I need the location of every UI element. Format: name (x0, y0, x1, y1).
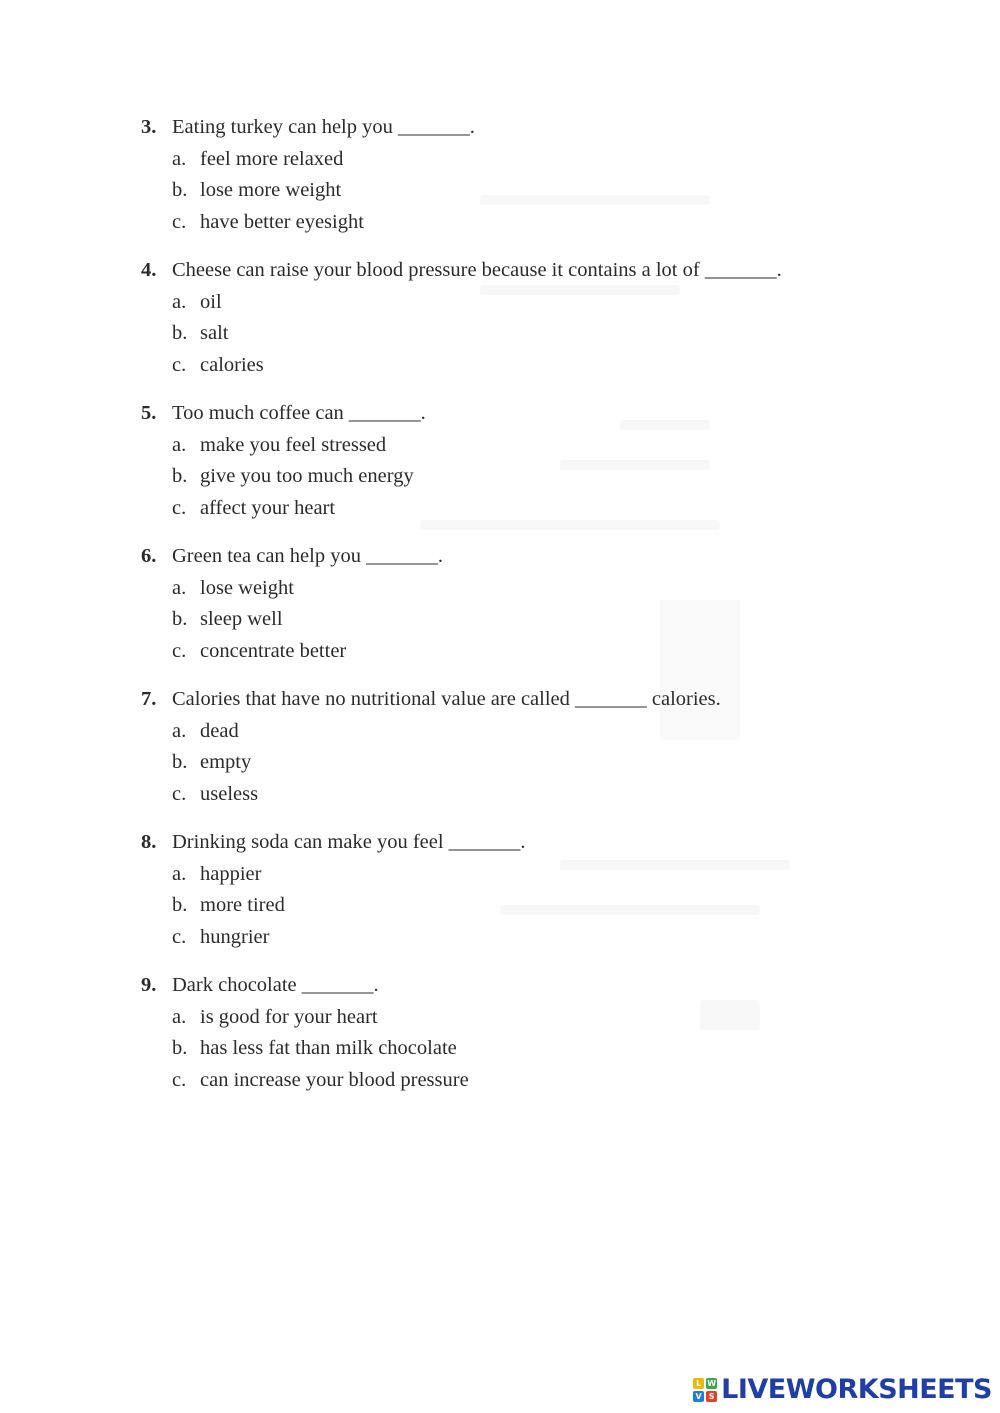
option-letter: a. (172, 862, 187, 885)
option-letter: b. (172, 179, 188, 201)
option-letter: c. (172, 353, 187, 376)
option-text: give you too much energy (200, 465, 414, 487)
option-letter: b. (172, 1037, 188, 1059)
option-text: can increase your blood pressure (200, 1068, 469, 1091)
option-a[interactable] (172, 1002, 861, 1034)
option-a[interactable] (172, 573, 861, 605)
option-letter: a. (172, 433, 187, 456)
option-text: useless (200, 782, 259, 805)
option-c[interactable] (172, 779, 861, 811)
question-line (141, 541, 861, 573)
option-letter: c. (172, 782, 187, 805)
quiz-questions (141, 112, 861, 1113)
question-number: 8. (141, 831, 157, 853)
option-c[interactable] (172, 636, 861, 668)
question-9 (141, 970, 861, 1096)
option-c[interactable] (172, 1065, 861, 1097)
option-text: more tired (200, 894, 285, 916)
option-letter: c. (172, 1068, 187, 1091)
question-line (141, 827, 861, 859)
question-8 (141, 827, 861, 953)
option-letter: a. (172, 719, 187, 742)
option-letter: a. (172, 576, 187, 599)
options-list (141, 716, 861, 811)
logo-tile: S (706, 1391, 717, 1402)
option-text: dead (200, 719, 239, 742)
logo-tile: W (707, 1378, 717, 1388)
option-text: salt (200, 322, 229, 344)
option-c[interactable] (172, 493, 861, 525)
option-letter: b. (172, 465, 188, 487)
option-letter: c. (172, 639, 187, 662)
option-text: sleep well (200, 608, 283, 630)
option-a[interactable] (172, 144, 861, 176)
option-b[interactable] (172, 1033, 861, 1065)
logo-text: LIVEWORKSHEETS (721, 1374, 992, 1405)
option-text: empty (200, 751, 252, 773)
question-number: 4. (141, 259, 157, 281)
option-text: lose more weight (200, 179, 342, 201)
option-a[interactable] (172, 287, 861, 319)
option-letter: b. (172, 608, 188, 630)
options-list (141, 573, 861, 668)
option-letter: c. (172, 210, 187, 233)
option-b[interactable] (172, 890, 861, 922)
question-number: 3. (141, 116, 157, 138)
logo-tile: V (693, 1391, 704, 1402)
liveworksheets-logo[interactable] (693, 1374, 992, 1405)
option-text: concentrate better (200, 639, 347, 662)
option-b[interactable] (172, 604, 861, 636)
question-4 (141, 255, 861, 381)
option-a[interactable] (172, 716, 861, 748)
option-letter: a. (172, 1005, 187, 1028)
options-list (141, 430, 861, 525)
option-text: have better eyesight (200, 210, 364, 233)
question-text: Drinking soda can make you feel _______. (172, 831, 526, 853)
option-b[interactable] (172, 175, 861, 207)
option-text: happier (200, 862, 262, 885)
option-a[interactable] (172, 430, 861, 462)
option-text: make you feel stressed (200, 433, 387, 456)
option-letter: c. (172, 925, 187, 948)
option-c[interactable] (172, 350, 861, 382)
option-text: is good for your heart (200, 1005, 378, 1028)
option-text: affect your heart (200, 496, 336, 519)
option-c[interactable] (172, 207, 861, 239)
option-a[interactable] (172, 859, 861, 891)
question-number: 9. (141, 974, 157, 996)
question-number: 6. (141, 545, 157, 567)
question-line (141, 398, 861, 430)
option-text: lose weight (200, 576, 294, 599)
question-number: 7. (141, 688, 157, 710)
question-6 (141, 541, 861, 667)
question-3 (141, 112, 861, 238)
question-number: 5. (141, 402, 157, 424)
option-letter: a. (172, 147, 187, 170)
option-letter: b. (172, 751, 188, 773)
option-b[interactable] (172, 461, 861, 493)
options-list (141, 287, 861, 382)
option-letter: c. (172, 496, 187, 519)
options-list (141, 859, 861, 954)
option-text: feel more relaxed (200, 147, 344, 170)
option-letter: b. (172, 322, 188, 344)
question-line (141, 255, 861, 287)
option-text: has less fat than milk chocolate (200, 1037, 457, 1059)
option-b[interactable] (172, 747, 861, 779)
option-letter: b. (172, 894, 188, 916)
option-text: oil (200, 290, 222, 313)
options-list (141, 144, 861, 239)
question-text: Cheese can raise your blood pressure because it contains a lot of _______. (172, 259, 782, 281)
question-text: Green tea can help you _______. (172, 545, 443, 567)
question-text: Too much coffee can _______. (172, 402, 426, 424)
logo-tile: L (693, 1378, 704, 1389)
liveworksheets-logo-icon (693, 1378, 717, 1402)
question-text: Calories that have no nutritional value are called _______ calories. (172, 688, 721, 710)
question-text: Dark chocolate _______. (172, 974, 379, 996)
option-b[interactable] (172, 318, 861, 350)
options-list (141, 1002, 861, 1097)
option-text: calories (200, 353, 264, 376)
option-text: hungrier (200, 925, 270, 948)
question-line (141, 684, 861, 716)
question-5 (141, 398, 861, 524)
question-line (141, 112, 861, 144)
option-c[interactable] (172, 922, 861, 954)
question-7 (141, 684, 861, 810)
question-line (141, 970, 861, 1002)
option-letter: a. (172, 290, 187, 313)
question-text: Eating turkey can help you _______. (172, 116, 475, 138)
